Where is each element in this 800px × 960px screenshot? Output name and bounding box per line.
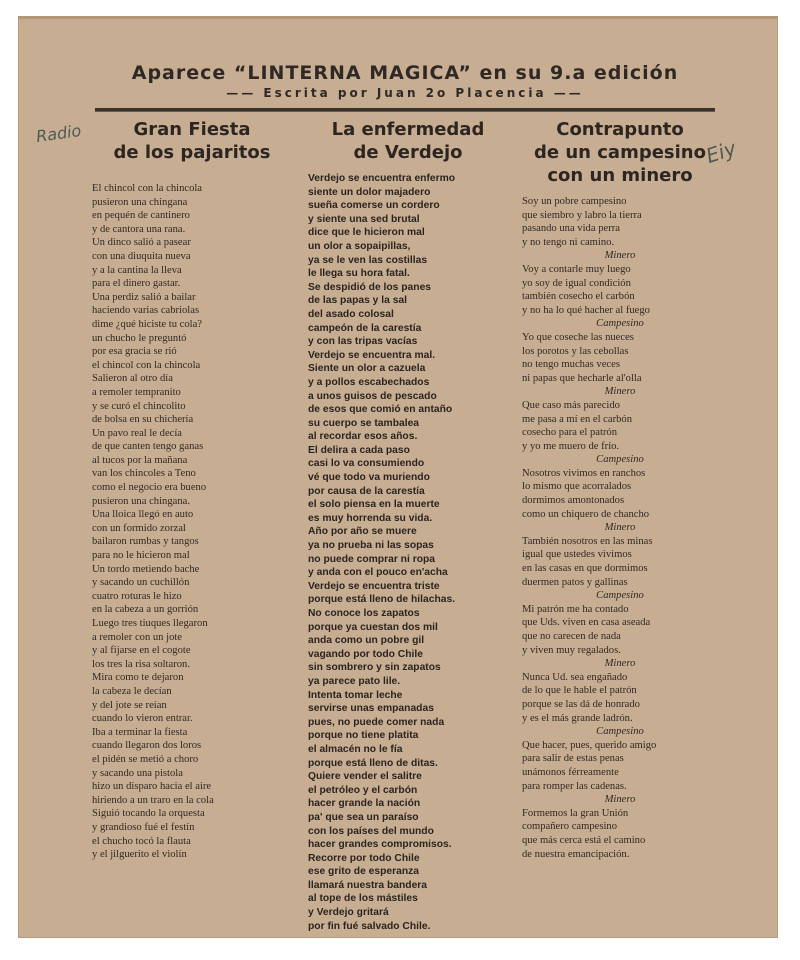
stanza: [522, 725, 718, 793]
speaker-label: Campesino: [596, 726, 644, 738]
stanza: [522, 317, 718, 385]
paper-edge: [18, 16, 778, 19]
stanza: [522, 453, 718, 521]
poem-title: [522, 118, 718, 187]
poem-title-line: con un minero: [547, 165, 693, 186]
poem-text: [522, 195, 718, 861]
page-header: [95, 62, 715, 100]
poem-title-line: de Verdejo: [353, 142, 463, 163]
pencil-note-right: Eiy: [703, 135, 740, 169]
page-title: Aparece “LINTERNA MAGICA” en su 9.a edición: [131, 62, 679, 84]
stanza: [522, 249, 718, 317]
speaker-label: Minero: [604, 658, 636, 670]
poem-column-2: [308, 118, 508, 933]
stanza: [522, 385, 718, 453]
speaker-label: Campesino: [596, 318, 644, 330]
stanza: [522, 195, 718, 249]
stanza-text: Soy un pobre campesino que siembro y labro la tierra pasando una vida perra y no tengo ni camino.: [522, 196, 642, 248]
stanza-text: Mi patrón me ha contado que Uds. viven en casa aseada que no carecen de nada y viven muy regalados.: [522, 603, 651, 656]
poem-title-line: La enfermedad: [331, 119, 485, 140]
poem-title-line: Contrapunto: [556, 119, 684, 140]
stanza-text: Formemos la gran Unión compañero campesino que más cerca está el camino de nuestra emancipación.: [522, 807, 646, 860]
speaker-label: Minero: [604, 794, 636, 806]
stanza-text: También nosotros en las minas igual que ustedes vivimos en las casas en que dormimos duermen patos y gallinas: [522, 535, 653, 588]
stanza: [522, 521, 718, 589]
speaker-label: Campesino: [596, 590, 644, 602]
stanza-text: Voy a contarle muy luego yo soy de igual condición también cosecho el carbón y no ha lo qué hacher al fuego: [522, 263, 650, 316]
speaker-label: Campesino: [596, 454, 644, 466]
poem-column-1: [92, 118, 292, 862]
stanza-text: Nunca Ud. sea engañado de lo que le hable el patrón porque se las dá de honrado y es el más grande ladrón.: [522, 671, 640, 724]
poem-text: Verdejo se encuentra enfermo siente un dolor majadero sueña comerse un cordero y siente una sed brutal dice que le hicieron mal un olor a sopaipillas, ya se le ven las costillas le llega su hora fatal. Se despidió de los panes de las papas y la sal del asado colosal campeón de la carestía y con las tripas vacías Verdejo se encuentra mal. Siente un olor a cazuela y a pollos escabechados a unos guisos de pescado de esos que comió en antaño su cuerpo se tambalea al recordar esos años. El delira a cada paso casi lo va consumiendo vé que todo va muriendo por causa de la carestía el solo piensa en la muerte es muy horrenda su vida. Año por año se muere ya no prueba ni las sopas no puede comprar ni ropa y anda con el pouco en'acha Verdejo se encuentra triste porque está lleno de hilachas. No conoce los zapatos porque ya cuestan dos mil anda como un pobre gil vagando por todo Chile sin sombrero y sin zapatos ya parece pato lile. Intenta tomar leche servirse unas empanadas pues, no puede comer nada porque no tiene platita el almacén no le fía porque está lleno de ditas. Quiere vender el salitre el petróleo y el carbón hacer grande la nación pa' que sea un paraíso con los países del mundo hacer grandes compromisos. Recorre por todo Chile ese grito de esperanza llamará nuestra bandera al tope de los mástiles y Verdejo gritará por fin fué salvado Chile.: [308, 173, 456, 932]
poem-title: [92, 118, 292, 164]
speaker-label: Minero: [604, 522, 636, 534]
poem-title-line: de un campesino: [534, 142, 706, 163]
stanza-text: Yo que coseche las nueces los porotos y las cebollas no tengo muchas veces ni papas que hecharle al'olla: [522, 331, 642, 384]
speaker-label: Minero: [604, 250, 636, 262]
poem-title-line: Gran Fiesta: [133, 119, 251, 140]
header-rule-thin: [95, 111, 715, 112]
stanza: [522, 793, 718, 861]
stanza: [522, 657, 718, 725]
pencil-note-left: Radio: [34, 120, 83, 147]
poem-title-line: de los pajaritos: [113, 142, 271, 163]
stanza-text: Que hacer, pues, querido amigo para salir de estas penas unámonos férreamente para romper las cadenas.: [522, 739, 657, 792]
stanza-text: Nosotros vivimos en ranchos lo mismo que acorralados dormimos amontonados como un chiquero de chancho: [522, 467, 650, 520]
poem-title: [308, 118, 508, 164]
poem-column-3: [522, 118, 718, 861]
poem-text: El chincol con la chincola pusieron una chingana en pequén de cantinero y de cantora una rana. Un dinco salió a pasear con una diuquita nueva y a la cantina la lleva para el dinero gastar. Una perdiz salió a bailar haciendo varias cabriolas dime ¿qué hiciste tu cola? un chucho le preguntó por esa gracia se rió el chincol con la chincola Salieron al otro día a remoler tempranito y se curó el chincolito de bolsa en su chichería Un pavo real le decía de que canten tengo ganas al tucos por la mañana van los chincoles a Teno como el negocio era bueno pusieron una chingana. Una lloica llegó en auto con un formido zorzal bailaron rumbas y tangos para no le hicieron mal Un tordo metiendo bache y sacando un cuchillón cuatro roturas le hizo en la cabeza a un gorrión Luego tres tiuques llegaron a remoler con un jote y al fijarse en el cogote los tres la risa soltaron. Mira como te dejaron la cabeza le decían y del jote se reían cuando lo vieron entrar. Iba a terminar la fiesta cuando llegaron dos loros el pidén se metió a choro y sacando una pistola hizo un disparo hacia el aire hiriendo a un traro en la cola Siguió tocando la orquesta y grandioso fué el festín el chucho tocó la flauta y el jilguerito el violín: [92, 183, 214, 861]
speaker-label: Minero: [604, 386, 636, 398]
author-line: —— Escrita por Juan 2o Placencia ——: [226, 86, 584, 100]
stanza-text: Que caso más parecido me pasa a mí en el carbón cosecho para el patrón y yo me muero de frío.: [522, 399, 633, 452]
stanza: [522, 589, 718, 657]
